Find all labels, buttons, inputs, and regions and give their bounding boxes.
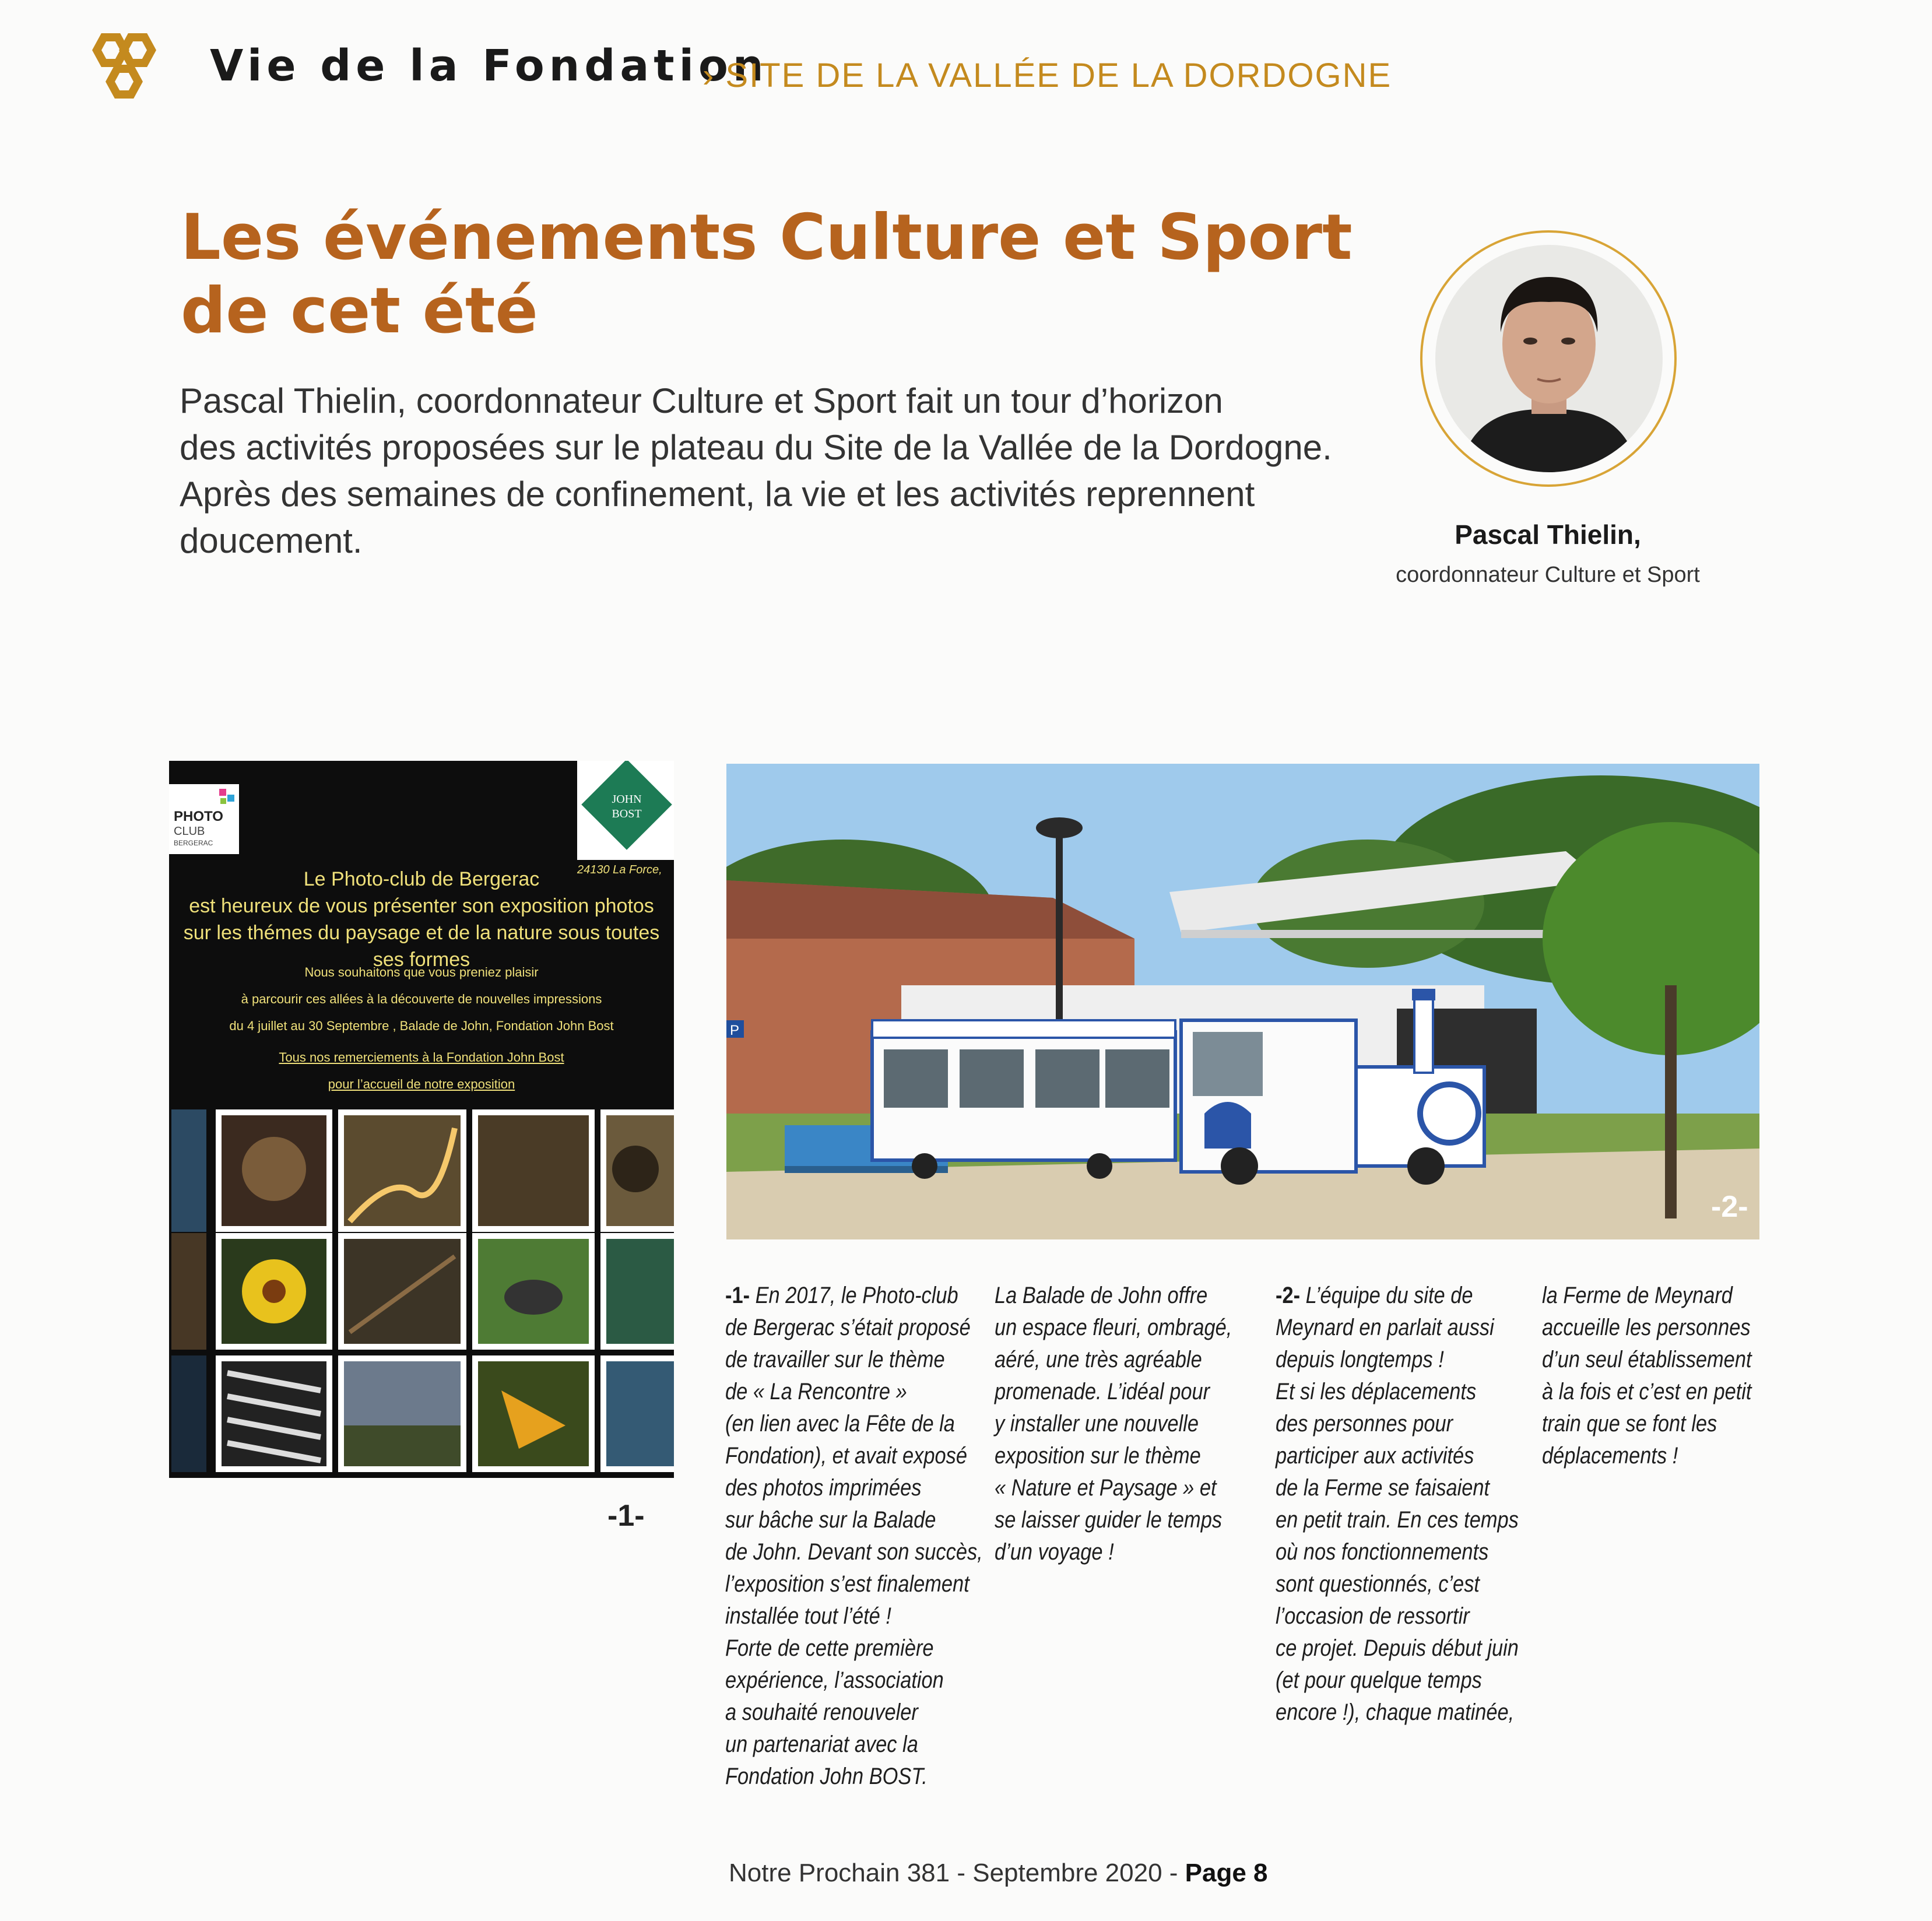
caption-line: a souhaité renouveler (725, 1699, 918, 1725)
caption-line: « Nature et Paysage » et (995, 1475, 1217, 1501)
caption-line: participer aux activités (1276, 1443, 1474, 1469)
john-bost-logo-text: JOHN (612, 793, 642, 806)
page-footer (729, 1859, 1268, 1888)
caption-line: depuis longtemps ! (1276, 1347, 1444, 1372)
portrait-photo (1435, 245, 1663, 472)
poster-photo-grid (169, 1105, 674, 1478)
caption-line: de « La Rencontre » (725, 1379, 907, 1404)
footer-text: Notre Prochain 381 - Septembre 2020 - (729, 1859, 1185, 1887)
intro-line: Pascal Thielin, coordonnateur Culture et Sport fait un tour d’horizon (180, 381, 1223, 420)
caption-line: Et si les déplacements (1276, 1379, 1477, 1404)
caption-number: -1- (725, 1283, 750, 1308)
caption-line: à la fois et c’est en petit (1542, 1379, 1752, 1404)
caption-line: Fondation John BOST. (725, 1764, 928, 1789)
parking-sign: P (730, 1023, 740, 1038)
caption-line: Meynard en parlait aussi (1276, 1315, 1494, 1340)
poster-headline (169, 866, 674, 973)
person-role: coordonnateur Culture et Sport (1396, 563, 1700, 587)
photo-club-logo (169, 784, 239, 854)
article-title-line2: de cet été (181, 275, 538, 347)
article-intro (180, 378, 1346, 564)
caption-line: expérience, l’association (725, 1667, 944, 1693)
john-bost-logo-text: BOST (612, 807, 642, 820)
poster-line: pour l’accueil de notre exposition (328, 1077, 515, 1091)
caption-line: en petit train. En ces temps (1276, 1507, 1519, 1533)
caption-line: accueille les personnes (1542, 1315, 1751, 1340)
article-title-line1: Les événements Culture et Sport (181, 201, 1353, 274)
caption-line: de John. Devant son succès, (725, 1539, 983, 1565)
poster-line: sur les thémes du paysage et de la nature sous toutes ses formes (183, 922, 660, 971)
intro-line: des activités proposées sur le plateau du Site de la Vallée de la Dordogne. (180, 428, 1332, 467)
caption-column-1 (725, 1280, 986, 1793)
honeycomb-logo-icon (82, 33, 163, 108)
figure-1-label: -1- (607, 1499, 645, 1533)
intro-line: doucement. (180, 521, 363, 560)
caption-line: ce projet. Depuis début juin (1276, 1635, 1519, 1661)
photo-club-logo-text: CLUB (174, 825, 205, 838)
caption-line: exposition sur le thème (995, 1443, 1201, 1469)
poster-line: à parcourir ces allées à la découverte de nouvelles impressions (241, 992, 602, 1006)
caption-line: aéré, une très agréable (995, 1347, 1202, 1372)
article-title (181, 201, 1353, 348)
poster-line: du 4 juillet au 30 Septembre , Balade de John, Fondation John Bost (229, 1019, 614, 1033)
caption-line: où nos fonctionnements (1276, 1539, 1489, 1565)
caption-line: sont questionnés, c’est (1276, 1571, 1480, 1597)
caption-number: -2- (1276, 1283, 1301, 1308)
caption-column-4 (1542, 1280, 1778, 1472)
section-title: Vie de la Fondation (210, 41, 768, 91)
caption-line: des personnes pour (1276, 1411, 1453, 1437)
caption-line: des photos imprimées (725, 1475, 922, 1501)
person-name: Pascal Thielin, (1455, 519, 1641, 550)
caption-line: y installer une nouvelle (995, 1411, 1199, 1437)
caption-line: de la Ferme se faisaient (1276, 1475, 1490, 1501)
caption-line: (en lien avec la Fête de la (725, 1411, 955, 1437)
caption-line: l’exposition s’est finalement (725, 1571, 969, 1597)
caption-line: En 2017, le Photo-club (750, 1283, 958, 1308)
caption-line: d’un voyage ! (995, 1539, 1114, 1565)
caption-line: Fondation), et avait exposé (725, 1443, 967, 1469)
poster-line: est heureux de vous présenter son exposition photos (189, 895, 654, 917)
caption-line: de Bergerac s’était proposé (725, 1315, 971, 1340)
caption-line: l’occasion de ressortir (1276, 1603, 1470, 1629)
john-bost-logo (577, 761, 674, 860)
figure-2-label: -2- (1711, 1190, 1748, 1224)
train-photo (726, 764, 1759, 1239)
caption-line: (et pour quelque temps (1276, 1667, 1482, 1693)
caption-line: de travailler sur le thème (725, 1347, 945, 1372)
caption-line: déplacements ! (1542, 1443, 1678, 1469)
poster-line: Nous souhaitons que vous preniez plaisir (304, 965, 539, 979)
caption-column-2 (995, 1280, 1245, 1568)
caption-line: L’équipe du site de (1300, 1283, 1473, 1308)
poster-details (169, 959, 674, 1098)
caption-line: Forte de cette première (725, 1635, 934, 1661)
photo-club-logo-text: PHOTO (174, 809, 223, 824)
section-subtitle: › SITE DE LA VALLÉE DE LA DORDOGNE (702, 57, 1392, 94)
caption-line: promenade. L’idéal pour (995, 1379, 1210, 1404)
intro-line: Après des semaines de confinement, la vie et les activités reprennent (180, 475, 1255, 514)
caption-line: se laisser guider le temps (995, 1507, 1223, 1533)
caption-line: installée tout l’été ! (725, 1603, 891, 1629)
poster-line: Le Photo-club de Bergerac (303, 868, 540, 890)
caption-line: d’un seul établissement (1542, 1347, 1752, 1372)
caption-line: un espace fleuri, ombragé, (995, 1315, 1232, 1340)
photo-club-logo-text: BERGERAC (174, 839, 213, 847)
caption-line: sur bâche sur la Balade (725, 1507, 936, 1533)
caption-line: La Balade de John offre (995, 1283, 1208, 1308)
poster-line: Tous nos remerciements à la Fondation John Bost (279, 1050, 564, 1065)
page-number: Page 8 (1185, 1859, 1268, 1887)
caption-line: la Ferme de Meynard (1542, 1283, 1733, 1308)
caption-line: un partenariat avec la (725, 1732, 918, 1757)
caption-column-3 (1276, 1280, 1526, 1729)
caption-line: train que se font les (1542, 1411, 1717, 1437)
poster-address: 24130 La Force, (577, 863, 662, 876)
caption-line: encore !), chaque matinée, (1276, 1699, 1515, 1725)
exhibition-poster (169, 761, 674, 1478)
